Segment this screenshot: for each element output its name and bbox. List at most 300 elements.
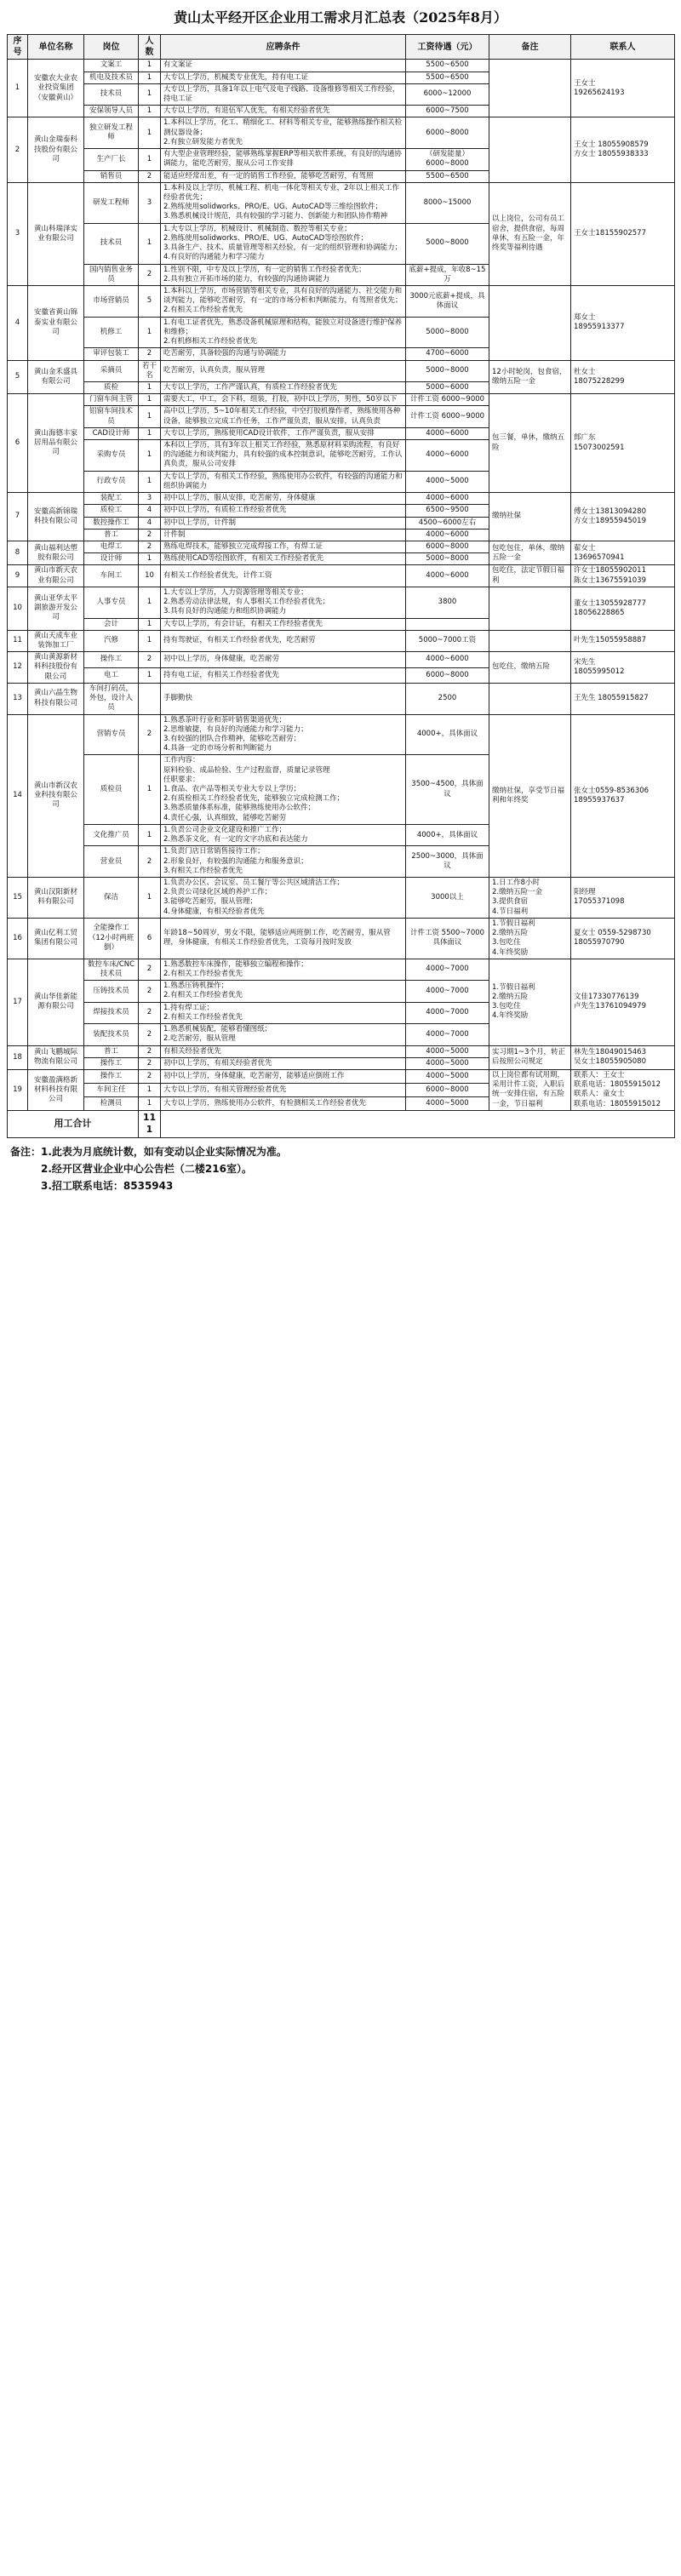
position-count: 10 (139, 565, 161, 587)
position-salary: 4000~5000 (406, 1057, 489, 1069)
position-count: 5 (139, 285, 161, 317)
position-count: 1 (139, 117, 161, 149)
position-requirements: 计件制 (161, 529, 406, 541)
position-salary: 6000~8000 (406, 1083, 489, 1096)
position-name: 普工 (84, 529, 139, 541)
company-note: 12小时轮岗，包食宿，缴纳五险一金 (489, 360, 571, 394)
position-requirements: 熟练使用CAD等绘图软件，有相关工作经验者优先 (161, 553, 406, 565)
total-label: 用工合计 (8, 1110, 139, 1137)
table-row (8, 878, 675, 919)
footnote-1: 备注：1.此表为月底统计数，如有变动以企业实际情况为准。 (10, 1145, 287, 1158)
company-name: 黄山海德丰家居用品有限公司 (28, 394, 84, 493)
company-contact: 郑女士 18955913377 (571, 285, 675, 360)
company-name: 黄山亚华太平湖旅游开发公司 (28, 587, 84, 630)
position-name: 文案工 (84, 60, 139, 72)
position-salary: 4000~5000 (406, 471, 489, 492)
table-row (8, 1069, 675, 1083)
position-requirements: 1.持有焊工证； 2.有相关工作经验者优先 (161, 1002, 406, 1023)
position-name: 行政专员 (84, 471, 139, 492)
company-contact: 叶先生15055958887 (571, 630, 675, 651)
position-requirements: 初中以上学历，身体健康，吃苦耐劳，能够适应倒班工作 (161, 1069, 406, 1083)
company-note: 缴纳社保 (489, 493, 571, 541)
position-salary: 5000~8000 (406, 223, 489, 264)
company-name: 黄山飞鹏城际物流有限公司 (28, 1045, 84, 1069)
position-name: 采购专员 (84, 440, 139, 472)
company-name: 黄山亿利工贸集团有限公司 (28, 918, 84, 959)
header-requirements: 应聘条件 (161, 35, 406, 60)
position-requirements: 工作内容： 原料检验、成品检验、生产过程监督，质量记录管理 任职要求： 1.食品、农产品等相关专业大专以上学历； 2.有质检相关工作经验者优先，能够独立完成检测工作； 3.熟悉质量体系标准，能够熟练使用办公软件； 4.责任心强，认真细致，能够吃苦耐劳 (161, 755, 406, 825)
position-count: 2 (139, 652, 161, 667)
position-name: 机修工 (84, 317, 139, 348)
position-salary: 3000元底薪+提成，具体面议 (406, 285, 489, 317)
company-contact: 郎广东 15073002591 (571, 394, 675, 493)
position-count: 3 (139, 182, 161, 223)
position-count: 1 (139, 406, 161, 427)
header-row (8, 35, 675, 60)
table-row (8, 630, 675, 651)
position-count: 2 (139, 541, 161, 553)
position-salary: 4000~6000 (406, 565, 489, 587)
position-name: 数控操作工 (84, 517, 139, 529)
company-note (489, 285, 571, 360)
footnote-3: 3.招工联系电话：8535943 (41, 1179, 174, 1192)
position-count: 4 (139, 517, 161, 529)
position-salary: 5500~6500 (406, 72, 489, 83)
position-name: 研发工程师 (84, 182, 139, 223)
position-requirements: 初中以上学历，身体健康，吃苦耐劳 (161, 652, 406, 667)
position-requirements: 大专以上学历，工作严谨认真，有质检工作经验者优先 (161, 381, 406, 393)
position-name: 操作工 (84, 1069, 139, 1083)
position-salary: （研发能量） 6000~8000 (406, 149, 489, 170)
position-salary: 5000~6000 (406, 381, 489, 393)
company-seq: 4 (8, 285, 28, 360)
company-contact: 王女士18155902577 (571, 182, 675, 285)
position-count: 1 (139, 317, 161, 348)
header-position: 岗位 (84, 35, 139, 60)
position-requirements: 吃苦耐劳，认真负责，服从管理 (161, 360, 406, 381)
table-body (8, 60, 675, 1110)
position-name: 操作工 (84, 652, 139, 667)
company-seq: 19 (8, 1069, 28, 1110)
position-requirements: 大专以上学历，有会计证，有相关工作经验者优先 (161, 618, 406, 630)
table-row (8, 1045, 675, 1057)
position-count: 1 (139, 755, 161, 825)
position-name: 普工 (84, 1045, 139, 1057)
header-company: 单位名称 (28, 35, 84, 60)
company-seq: 11 (8, 630, 28, 651)
company-name: 黄山市新汉农业科技有限公司 (28, 714, 84, 878)
position-name: 质检员 (84, 755, 139, 825)
position-requirements: 1.负责公司企业文化建设和推广工作； 2.熟悉茶文化，有一定的文字功底和表达能力 (161, 824, 406, 845)
position-salary: 4000~6000 (406, 427, 489, 439)
company-name: 黄山汉阳新材料有限公司 (28, 878, 84, 919)
position-salary: 计件工资 6000~9000 (406, 394, 489, 406)
position-name: 电焊工 (84, 541, 139, 553)
position-salary: 底薪+提成，年收8~15万 (406, 264, 489, 285)
company-contact: 文佳17330776139 卢先生13761094979 (571, 959, 675, 1045)
position-salary: 4000~6000 (406, 529, 489, 541)
position-name: 国内销售业务员 (84, 264, 139, 285)
position-salary: 5000~8000 (406, 360, 489, 381)
company-note: 包吃住，法定节假日福利 (489, 565, 571, 587)
table-row (8, 285, 675, 317)
table-row (8, 117, 675, 149)
position-requirements: 1.熟悉机械装配，能够看懂图纸； 2.吃苦耐劳，服从管理 (161, 1024, 406, 1045)
position-salary: 6000~7500 (406, 106, 489, 117)
company-name: 黄山金禾盛具有限公司 (28, 360, 84, 394)
position-name: 技术员 (84, 223, 139, 264)
position-count: 3 (139, 493, 161, 505)
position-name: 采摘员 (84, 360, 139, 381)
position-count: 2 (139, 1057, 161, 1069)
company-contact: 王女士 18055908579 方女士 18055938333 (571, 117, 675, 182)
company-contact: 阳经理 17055371098 (571, 878, 675, 919)
company-contact: 宋先生 18055995012 (571, 652, 675, 684)
company-contact: 杜女士 18075228299 (571, 360, 675, 394)
page-title: 黄山太平经开区企业用工需求月汇总表（2025年8月） (174, 9, 507, 26)
header-note: 备注 (489, 35, 571, 60)
position-count: 2 (139, 959, 161, 980)
position-salary: 4000~6000 (406, 493, 489, 505)
position-requirements: 初中以上学历，服从安排，吃苦耐劳，身体健康 (161, 493, 406, 505)
position-name: 营销专员 (84, 714, 139, 755)
position-requirements: 大专以上学历，机械类专业优先，持有电工证 (161, 72, 406, 83)
position-requirements: 手脚勤快 (161, 683, 406, 714)
position-count: 1 (139, 381, 161, 393)
position-requirements: 1.负责办公区、会议室、员工餐厅等公共区域清洁工作； 2.负责公司绿化区域的养护工作； 3.能够吃苦耐劳，服从管理； 4.身体健康，有相关经验者优先 (161, 878, 406, 919)
position-salary: 8000~15000 (406, 182, 489, 223)
table-row (8, 493, 675, 505)
company-seq: 7 (8, 493, 28, 541)
company-contact: 许女士18055902011 陈女士13675591039 (571, 565, 675, 587)
position-requirements: 大专以上学历，具备1年以上电气及电子线路、设备维修等相关工作经验，持电工证 (161, 83, 406, 105)
company-note: 实习期1~3个月，转正后按照公司规定 (489, 1045, 571, 1069)
position-requirements: 1.熟悉数控车床操作，能够独立编程和操作； 2.有相关工作经验者优先 (161, 959, 406, 980)
position-name: 检测员 (84, 1096, 139, 1110)
position-requirements: 1.本科及以上学历，机械工程、机电一体化等相关专业，2年以上相关工作经验者优先； 2.熟练使用solidworks、PRO/E、UG、AutoCAD等三维绘图软件； 3.熟悉机械设计规范，具有较强的学习能力、创新能力和团队协作精神 (161, 182, 406, 223)
position-count: 2 (139, 1069, 161, 1083)
position-salary: 3800 (406, 587, 489, 618)
company-contact: 王先生 18055915827 (571, 683, 675, 714)
table-row (8, 714, 675, 755)
position-count: 2 (139, 264, 161, 285)
position-name: 保洁 (84, 878, 139, 919)
position-requirements: 吃苦耐劳，具备较强的沟通与协调能力 (161, 348, 406, 360)
company-contact: 张女士0559-8536306 18955937637 (571, 714, 675, 878)
position-salary: 2500 (406, 683, 489, 714)
position-salary: 4000~6000 (406, 440, 489, 472)
company-name: 黄山金瑞泰科技股份有限公司 (28, 117, 84, 182)
position-count: 1 (139, 824, 161, 845)
company-note: 以上岗位，公司有员工宿舍，提供食宿，每周单休，有五险一金，年终奖等福利待遇 (489, 182, 571, 285)
company-seq: 15 (8, 878, 28, 919)
position-name: 操作工 (84, 1057, 139, 1069)
company-note: 1.节假日福利 2.缴纳五险 3.包吃住 4.年终奖励 (489, 959, 571, 1045)
position-salary: 4000+，具体面议 (406, 714, 489, 755)
position-name: 独立研发工程师 (84, 117, 139, 149)
company-seq: 12 (8, 652, 28, 684)
position-count: 2 (139, 1024, 161, 1045)
position-count: 1 (139, 60, 161, 72)
position-name: 安保领导人员 (84, 106, 139, 117)
position-salary: 5500~6500 (406, 170, 489, 182)
position-count: 2 (139, 981, 161, 1002)
position-requirements: 高中以上学历，5~10年相关工作经验，中空打胶机操作者，熟练使用各种设备，能够独立完成工作任务，工作严谨负责，服从安排，认真负责 (161, 406, 406, 427)
position-count: 1 (139, 587, 161, 618)
company-seq: 8 (8, 541, 28, 565)
company-name: 安徽高新锦瑞科技有限公司 (28, 493, 84, 541)
position-count: 1 (139, 667, 161, 683)
position-name: 审评包装工 (84, 348, 139, 360)
company-seq: 3 (8, 182, 28, 285)
position-name: 电工 (84, 667, 139, 683)
position-name: 设计师 (84, 553, 139, 565)
position-name: 压铸技术员 (84, 981, 139, 1002)
position-requirements: 年龄18~50周岁，男女不限，能够适应两班倒工作，吃苦耐劳，服从管理，身体健康，有相关工作经验者优先，工资每月按时发放 (161, 918, 406, 959)
company-contact: 王女士 19265624193 (571, 60, 675, 117)
position-count: 1 (139, 618, 161, 630)
position-requirements: 1.有电工证者优先，熟悉设备机械原理和结构，能独立对设备进行维护保养和维修； 2.有机修相关工作经验者优先 (161, 317, 406, 348)
company-seq: 10 (8, 587, 28, 630)
company-contact: 林先生18049015463 吴女士18055905080 (571, 1045, 675, 1069)
header-seq: 序号 (8, 35, 28, 60)
company-contact: 夏女士 0559-5298730 18055970790 (571, 918, 675, 959)
company-name: 黄山福利达塑胶有限公司 (28, 541, 84, 565)
footnotes (7, 1143, 674, 1194)
position-name: 营业员 (84, 846, 139, 878)
position-requirements: 1.大专以上学历，机械设计、机械制造、数控等相关专业； 2.熟练使用solidworks、PRO/E、UG、AutoCAD等绘图软件； 3.具备生产、技术、质量管理等相关经验，有一定的组织管理和协调能力； 4.有良好的沟通能力和学习能力 (161, 223, 406, 264)
position-salary: 2500~3000，具体面议 (406, 846, 489, 878)
position-count: 1 (139, 440, 161, 472)
header-count: 人数 (139, 35, 161, 60)
company-note (489, 117, 571, 182)
company-seq: 5 (8, 360, 28, 394)
position-name: 生产厂长 (84, 149, 139, 170)
position-requirements: 有相关工作经验者优先，计件工资 (161, 565, 406, 587)
company-note (489, 630, 571, 651)
position-salary: 6000~8000 (406, 667, 489, 683)
position-requirements: 熟练电焊技术，能够独立完成焊接工作，有焊工证 (161, 541, 406, 553)
position-requirements: 能适应经常出差，有一定的销售工作经验，能够吃苦耐劳，有驾照 (161, 170, 406, 182)
table-row (8, 959, 675, 980)
company-name: 黄山黄源新材料科技股份有限公司 (28, 652, 84, 684)
position-requirements: 持有驾驶证，有相关工作经验者优先，吃苦耐劳 (161, 630, 406, 651)
table-row (8, 182, 675, 223)
table-row (8, 394, 675, 406)
position-count: 1 (139, 394, 161, 406)
position-salary: 5000~8000 (406, 553, 489, 565)
position-requirements: 初中以上学历，有质检工作经验者优先 (161, 505, 406, 517)
position-count: 1 (139, 1083, 161, 1096)
company-seq: 18 (8, 1045, 28, 1069)
company-note: 包三餐，单休，缴纳五险 (489, 394, 571, 493)
table-row (8, 565, 675, 587)
position-count: 1 (139, 106, 161, 117)
position-count: 2 (139, 170, 161, 182)
company-seq: 1 (8, 60, 28, 117)
company-note (489, 683, 571, 714)
table-row (8, 683, 675, 714)
position-name: 车间主任 (84, 1083, 139, 1096)
position-salary: 4500~6000左右 (406, 517, 489, 529)
footnote-2: 2.经开区营业企业中心公告栏（二楼216室）。 (41, 1162, 252, 1175)
position-name: 数控车床/CNC技术员 (84, 959, 139, 980)
position-name: 质检工 (84, 505, 139, 517)
total-count: 111 (139, 1110, 161, 1137)
header-contact: 联系人 (571, 35, 675, 60)
position-count: 2 (139, 348, 161, 360)
company-seq: 2 (8, 117, 28, 182)
position-salary (406, 618, 489, 630)
position-salary: 4000~7000 (406, 981, 489, 1002)
position-requirements: 需要大工，中工，会下料，组装，打胶，初中以上学历，男性，50岁以下 (161, 394, 406, 406)
position-requirements: 1.本科以上学历，化工、精细化工、材料等相关专业，能够熟练操作相关检测仪器设备； 2.有独立研发能力者优先 (161, 117, 406, 149)
position-count: 6 (139, 918, 161, 959)
position-requirements: 大专以上学历，熟练使用CAD设计软件，工作严谨负责，服从安排 (161, 427, 406, 439)
position-name: 车间打码员，外包，设计人员 (84, 683, 139, 714)
position-salary: 计件工资 6000~9000 (406, 406, 489, 427)
position-name: 市场营销员 (84, 285, 139, 317)
table-row (8, 360, 675, 381)
position-count: 2 (139, 1002, 161, 1023)
position-requirements: 持有电工证，有相关工作经验者优先 (161, 667, 406, 683)
position-name: 技术员 (84, 83, 139, 105)
company-seq: 17 (8, 959, 28, 1045)
company-seq: 13 (8, 683, 28, 714)
company-contact: 翟女士 13696570941 (571, 541, 675, 565)
position-requirements: 初中以上学历，有相关经验者优先 (161, 1057, 406, 1069)
position-count: 1 (139, 427, 161, 439)
position-salary: 4000~5000 (406, 1045, 489, 1057)
position-count: 1 (139, 878, 161, 919)
position-count: 1 (139, 223, 161, 264)
company-name: 安徽农大业农业投资集团（安徽黄山） (28, 60, 84, 117)
position-requirements: 初中以上学历，计件制 (161, 517, 406, 529)
position-requirements: 有相关经验者优先 (161, 1045, 406, 1057)
position-salary: 5000~7000工资 (406, 630, 489, 651)
company-name: 黄山华佳新能源有限公司 (28, 959, 84, 1045)
position-salary: 4000~5000 (406, 1069, 489, 1083)
position-name: 焊接技术员 (84, 1002, 139, 1023)
position-name: 销售员 (84, 170, 139, 182)
position-name: 装配技术员 (84, 1024, 139, 1045)
position-name: 会计 (84, 618, 139, 630)
position-name: CAD设计师 (84, 427, 139, 439)
header-salary: 工资待遇（元） (406, 35, 489, 60)
company-note: 缴纳社保，享受节日福利和年终奖 (489, 714, 571, 878)
position-salary: 4700~6000 (406, 348, 489, 360)
company-name: 黄山市新天农业有限公司 (28, 565, 84, 587)
position-name: 门窗车间主管 (84, 394, 139, 406)
position-requirements: 本科以上学历，具有3年以上相关工作经验，熟悉原材料采购流程，有良好的沟通能力和谈判能力，具有较强的成本控制意识，能够吃苦耐劳，工作认真负责，服从公司安排 (161, 440, 406, 472)
company-name: 安徽省黄山锦泰实业有限公司 (28, 285, 84, 360)
position-requirements: 1.熟悉压铸机操作； 2.有相关工作经验者优先 (161, 981, 406, 1002)
position-name: 装配工 (84, 493, 139, 505)
company-name: 安徽盈满格新材料科技有限公司 (28, 1069, 84, 1110)
position-count: 2 (139, 1045, 161, 1057)
position-salary: 6000~8000 (406, 117, 489, 149)
company-note: 以上岗位都有试用期，采用计件工资，入职后统一安排住宿，有五险一金，节日福利 (489, 1069, 571, 1110)
position-salary: 6000~12000 (406, 83, 489, 105)
position-count: 4 (139, 505, 161, 517)
company-name: 黄山科瑞泽实业有限公司 (28, 182, 84, 285)
position-count: 1 (139, 149, 161, 170)
position-name: 全能操作工（12小时两班倒） (84, 918, 139, 959)
position-salary: 4000~6000 (406, 652, 489, 667)
position-salary: 5000~8000 (406, 317, 489, 348)
position-count: 1 (139, 72, 161, 83)
position-salary: 3000以上 (406, 878, 489, 919)
position-count: 1 (139, 83, 161, 105)
company-note (489, 587, 571, 630)
position-salary: 5500~6500 (406, 60, 489, 72)
position-requirements: 大专以上学历，有相关工作经验，熟练使用办公软件，有较强的沟通能力和组织协调能力 (161, 471, 406, 492)
position-name: 文化推广员 (84, 824, 139, 845)
position-name: 铝窗车间技术员 (84, 406, 139, 427)
position-count (139, 683, 161, 714)
position-count: 1 (139, 553, 161, 565)
table-row (8, 918, 675, 959)
position-salary: 4000~7000 (406, 959, 489, 980)
position-count: 1 (139, 630, 161, 651)
position-count: 2 (139, 846, 161, 878)
position-requirements: 有大型企业管理经验，能够熟练掌握ERP等相关软件系统，有良好的沟通协调能力，能吃苦耐劳，服从公司工作安排 (161, 149, 406, 170)
position-salary: 4000+，具体面议 (406, 824, 489, 845)
company-seq: 16 (8, 918, 28, 959)
company-note: 包吃包住，单休，缴纳五险一金 (489, 541, 571, 565)
position-salary: 4000~7000 (406, 1002, 489, 1023)
company-name: 黄山六晶生物科技有限公司 (28, 683, 84, 714)
position-count: 1 (139, 1096, 161, 1110)
position-salary: 6000~8000 (406, 541, 489, 553)
position-salary: 4000~7000 (406, 1024, 489, 1045)
total-spacer (161, 1110, 675, 1137)
position-requirements: 有文案证 (161, 60, 406, 72)
table-row (8, 541, 675, 553)
position-salary: 4000~5000 (406, 1096, 489, 1110)
table-row (8, 587, 675, 618)
company-contact: 董女士13055928777 18056228865 (571, 587, 675, 630)
company-seq: 14 (8, 714, 28, 878)
position-requirements: 大专以上学历，熟练使用办公软件，有检测相关工作经验者优先 (161, 1096, 406, 1110)
position-name: 汽修 (84, 630, 139, 651)
position-requirements: 大专以上学历，有退伍军人优先，有相关经验者优先 (161, 106, 406, 117)
company-contact: 傅女士13813094280 方女士18955945019 (571, 493, 675, 541)
table-row (8, 60, 675, 72)
position-requirements: 1.性别不限，中专及以上学历，有一定的销售工作经验者优先； 2.具有独立开拓市场的能力，有较强的沟通协调能力 (161, 264, 406, 285)
company-note: 包吃住，缴纳五险 (489, 652, 571, 684)
position-requirements: 1.大专以上学历，人力资源管理等相关专业； 2.熟悉劳动法律法规，有人事相关工作经验者优先； 3.具有良好的沟通能力和组织协调能力 (161, 587, 406, 618)
company-name: 黄山天成车业装饰加工厂 (28, 630, 84, 651)
position-name: 车间工 (84, 565, 139, 587)
company-seq: 9 (8, 565, 28, 587)
position-requirements: 1.负责门店日常销售接待工作； 2.形象良好，有较强的沟通能力和服务意识； 3.有相关工作经验者优先 (161, 846, 406, 878)
total-row (8, 1110, 675, 1137)
company-contact: 联系人：王女士 联系电话：18055915012 联系人：童女士 联系电话：18055915012 (571, 1069, 675, 1110)
position-name: 人事专员 (84, 587, 139, 618)
position-requirements: 1.本科以上学历，市场营销等相关专业，具有良好的沟通能力、社交能力和谈判能力，能够吃苦耐劳，有一定的市场分析和判断能力，有驾照者优先； 2.有相关工作经验者优先 (161, 285, 406, 317)
company-seq: 6 (8, 394, 28, 493)
position-salary: 3500~4500，具体面议 (406, 755, 489, 825)
position-salary: 计件工资 5500~7000 具体面议 (406, 918, 489, 959)
position-count: 2 (139, 529, 161, 541)
table-row (8, 652, 675, 667)
position-requirements: 大专以上学历，有相关管理经验者优先 (161, 1083, 406, 1096)
position-name: 质检 (84, 381, 139, 393)
company-note (489, 60, 571, 117)
position-name: 机电及技术员 (84, 72, 139, 83)
position-salary: 6500~9500 (406, 505, 489, 517)
